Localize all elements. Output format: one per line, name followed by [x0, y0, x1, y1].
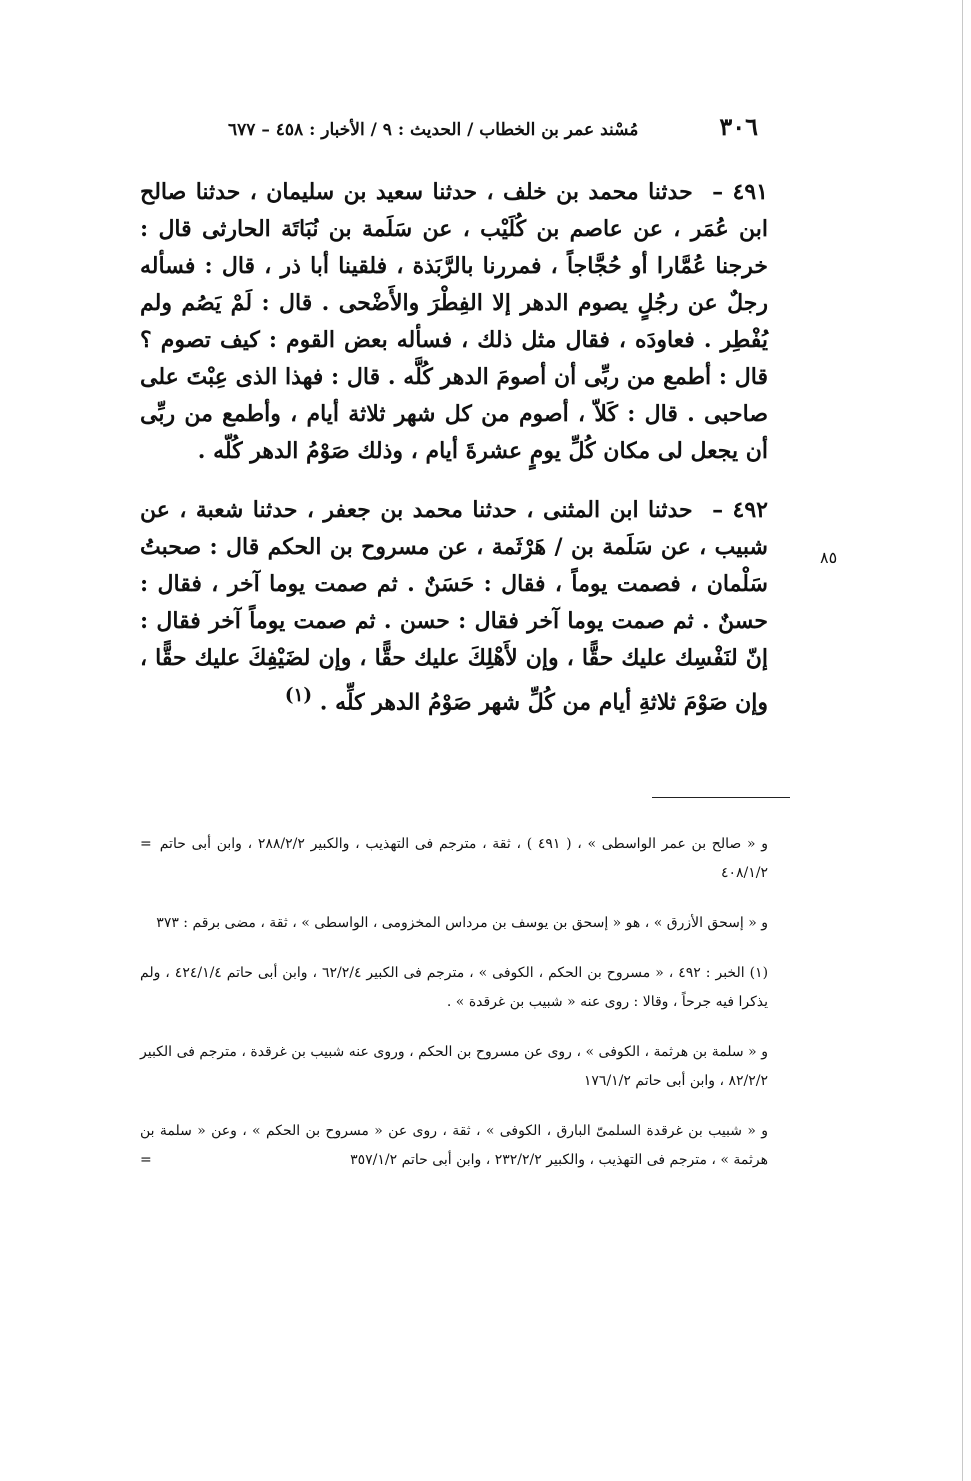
footnote-text: و « شبيب بن غرقدة السلمىّ البارق ، الكوفى » ، ثقة ، روى عن « مسروح بن الحكم » ، وعن « سلمة بن هرثمة » ، مترجم فى التهذيب ، والكبير ٢٣٢/٢/٢ ، وابن أبى حاتم ٣٥٧/١/٢ — [140, 1123, 768, 1168]
footnote-reference: (١) — [284, 685, 313, 706]
footnote-text: و « سلمة بن هرثمة ، الكوفى » ، روى عن مسروح بن الحكم ، وروى عنه شبيب بن غرقدة ، مترجم فى الكبير ٨٢/٢/٢ ، وابن أبى حاتم ١٧٦/١/٢ — [140, 1044, 768, 1089]
footnote-text: (١) الخبر : ٤٩٢ ، « مسروح بن الحكم ، الكوفى » ، مترجم فى الكبير ٦٢/٢/٤ ، وابن أبى حاتم ٤٢٤/١/٤ ، ولم يذكرا فيه جرحاً ، وقالا : روى عنه « شبيب بن غرقدة » . — [140, 965, 769, 1010]
continuation-mark: = — [140, 1152, 152, 1168]
continuation-mark: = — [140, 836, 152, 852]
footnote-separator — [652, 797, 790, 798]
hadith-text: حدثنا محمد بن خلف ، حدثنا سعيد بن سليمان ، حدثنا صالح ابن عُمَر ، عن عاصم بن كُلَيْب ، عن سَلَمة بن نُبَاتَة الحارثى قال : خرجنا عُمَّارا أو حُجَّاجاً ، فمررنا بالرَّبَذة ، فلقينا أبا ذر ، قال : فسأله رجلٌ عن رجُلٍ يصوم الدهر إلا الفِطْرَ والأَضْحى . قال : لَمْ يَصُم ولم يُفْطِر . فعاودَه ، فقال مثل ذلك ، فسأله بعض القوم : كيف تصوم ؟ قال : أطمع من ربِّى أن أصومَ الدهر كُلَّه . قال : فهذا الذى عِبْتَ على صاحبى . قال : كَلاّ ، أصوم من كل شهر ثلاثة أيام ، وأطمع من ربِّى أن يجعل لى مكان كُلِّ يومٍ عشرةَ أيام ، وذلك صَوْمُ الدهر كُلّه . — [140, 179, 768, 464]
footnote — [140, 909, 768, 938]
footnote — [140, 959, 768, 1017]
page-edge-line — [962, 0, 963, 1481]
hadith-number: ٤٩١ – — [712, 179, 768, 205]
footnote-text: و « صالح بن عمر الواسطى » ، ( ٤٩١ ) ، ثقة ، مترجم فى التهذيب ، والكبير ٢٨٨/٢/٢ ، وابن أبى حاتم ٤٠٨/١/٢ — [159, 836, 768, 881]
running-head: مُسْند عمر بن الخطاب / الحديث : ٩ / الأخبار : ٤٥٨ – ٦٧٧ — [228, 120, 639, 140]
footnote — [140, 1117, 768, 1175]
footnotes — [140, 830, 768, 1196]
footnote — [140, 830, 768, 888]
footnote-text: و « إسحق الأزرق » ، هو « إسحق بن يوسف بن مرداس المخزومى ، الواسطى » ، ثقة ، مضى برقم : ٣٧٣ — [156, 915, 768, 931]
page-header — [228, 112, 758, 141]
hadith-number: ٤٩٢ – — [712, 497, 768, 523]
page-number: ٣٠٦ — [719, 112, 758, 141]
hadith-text: حدثنا ابن المثنى ، حدثنا محمد بن جعفر ، حدثنا شعبة ، عن شبيب ، عن سَلَمة بن / هَرْثَمة ، عن مسروح بن الحكم قال : صحبتُ سَلْمان ، فصمت يوماً ، فقال : حَسَنٌ . ثم صمت يوما آخر ، فقال : حسنٌ . ثم صمت يوما آخر فقال : حسن . ثم صمت يوماً آخر فقال : إنّ لنَفْسِك عليك حقًّا ، وإن لأَهْلِكَ عليك حقًّا ، وإن لضَيْفِكَ عليك حقًّا ، وإن صَوْمَ ثلاثةِ أيام من كُلِّ شهر صَوْمُ الدهر كلِّه . — [140, 497, 768, 716]
margin-page-marker: ٨٥ — [820, 548, 838, 567]
hadith-491 — [140, 174, 768, 470]
footnote — [140, 1038, 768, 1096]
hadith-492 — [140, 492, 768, 721]
